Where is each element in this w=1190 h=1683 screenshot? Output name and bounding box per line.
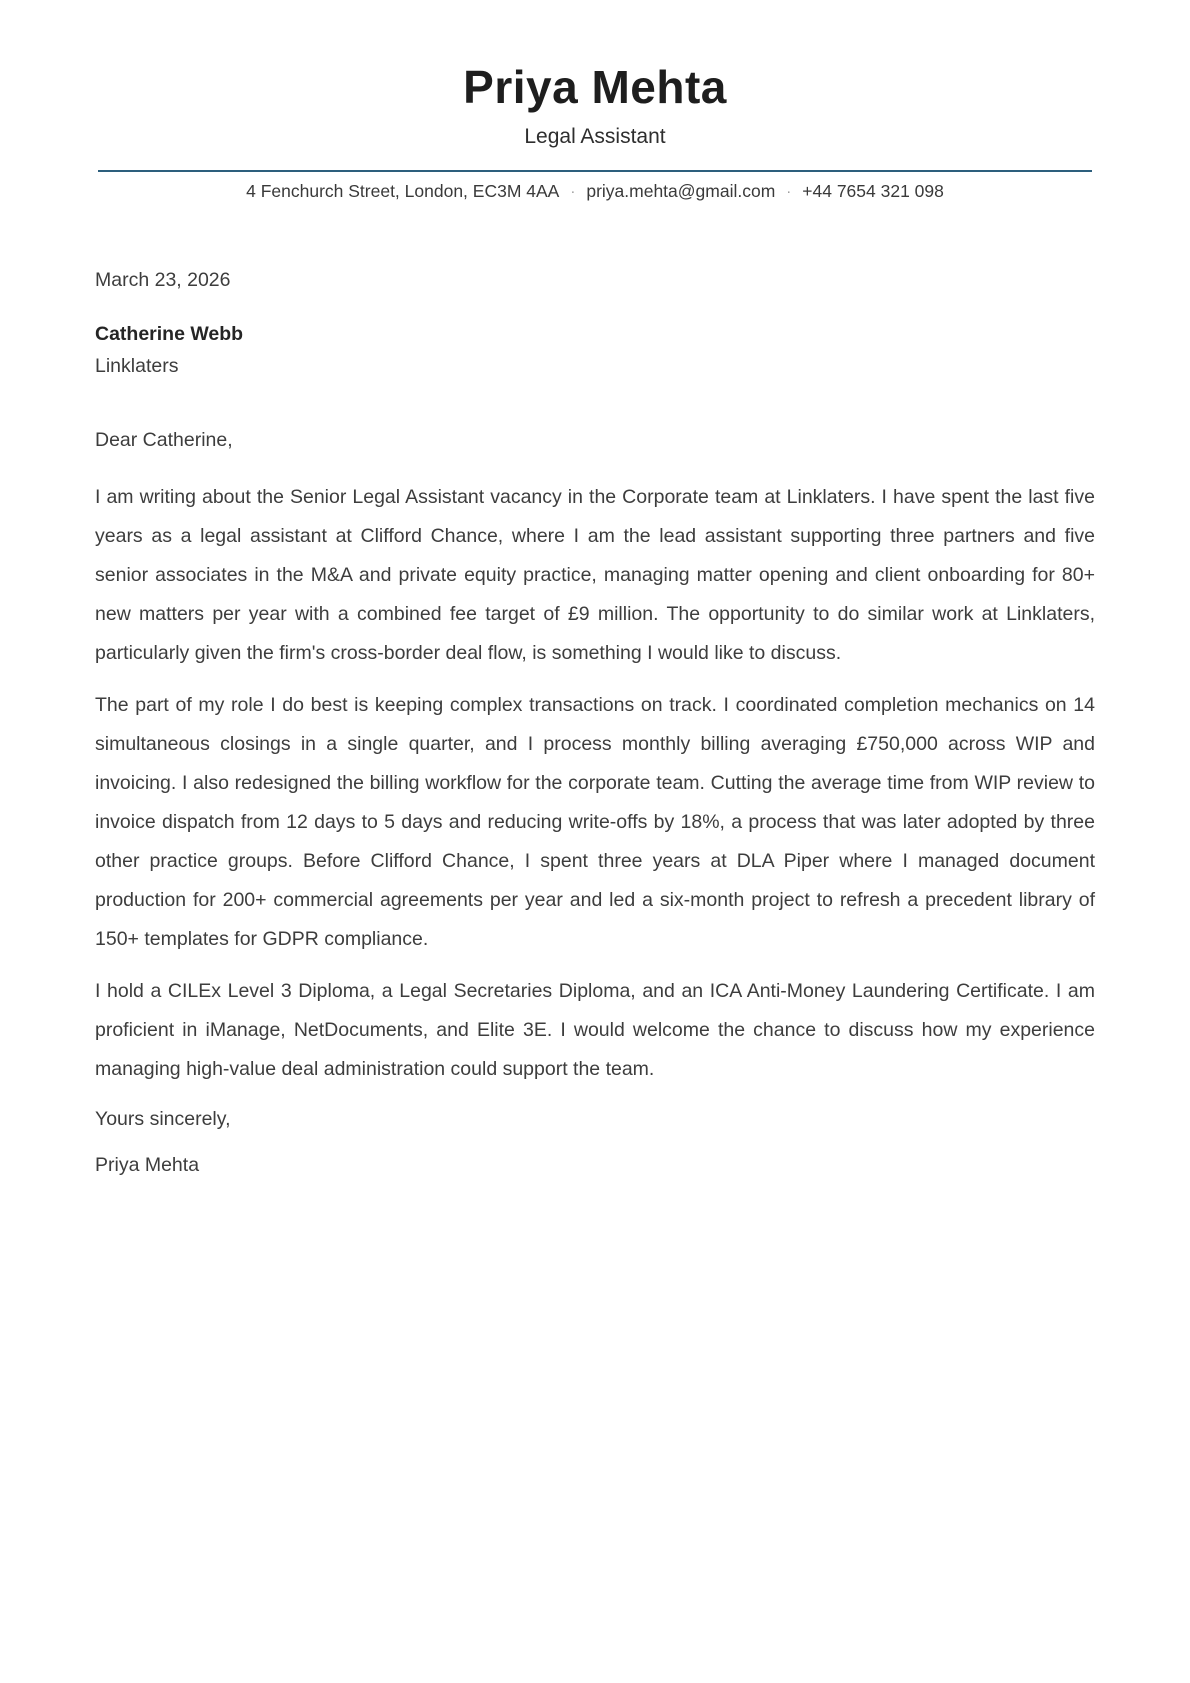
contact-email: priya.mehta@gmail.com	[586, 180, 776, 201]
paragraph-qualifications: I hold a CILEx Level 3 Diploma, a Legal Secretaries Diploma, and an ICA Anti-Money Laundering Certificate. I am proficient in iManage, NetDocuments, and Elite 3E. I would welcome the chance to discuss how my experience managing high-value deal administration could support the team.	[95, 979, 1095, 1080]
contact-address: 4 Fenchurch Street, London, EC3M 4AA	[246, 180, 560, 201]
paragraph-experience: The part of my role I do best is keeping complex transactions on track. I coordinated completion mechanics on 14 simultaneous closings in a single quarter, and I process monthly billing averaging £750,000 across WIP and invoicing. I also redesigned the billing workflow for the corporate team. Cutting the average time from WIP review to invoice dispatch from 12 days to 5 days and reducing write-offs by 18%, a process that was later adopted by three other practice groups. Before Clifford Chance, I spent three years at DLA Piper where I managed document production for 200+ commercial agreements per year and led a six-month project to refresh a precedent library of 150+ templates for GDPR compliance.	[95, 693, 1095, 950]
contact-line	[95, 181, 1095, 202]
contact-separator-dot: ·	[570, 182, 576, 200]
contact-separator-dot: ·	[786, 182, 792, 200]
letter-header	[95, 62, 1095, 202]
header-divider	[98, 170, 1092, 172]
letter-body	[95, 268, 1095, 1179]
closing: Yours sincerely,	[95, 1107, 231, 1130]
signature-name: Priya Mehta	[95, 1154, 200, 1177]
salutation: Dear Catherine,	[95, 428, 233, 451]
recipient-company: Linklaters	[95, 355, 179, 378]
applicant-name: Priya Mehta	[463, 61, 727, 113]
contact-phone: +44 7654 321 098	[802, 180, 944, 201]
paragraph-intro: I am writing about the Senior Legal Assistant vacancy in the Corporate team at Linklaters. I have spent the last five years as a legal assistant at Clifford Chance, where I am the lead assistant supporting three partners and five senior associates in the M&A and private equity practice, managing matter opening and client onboarding for 80+ new matters per year with a combined fee target of £9 million. The opportunity to do similar work at Linklaters, particularly given the firm's cross-border deal flow, is something I would like to discuss.	[95, 485, 1095, 664]
letter-date: March 23, 2026	[95, 268, 231, 291]
applicant-title: Legal Assistant	[524, 124, 666, 148]
recipient-name: Catherine Webb	[95, 322, 244, 345]
